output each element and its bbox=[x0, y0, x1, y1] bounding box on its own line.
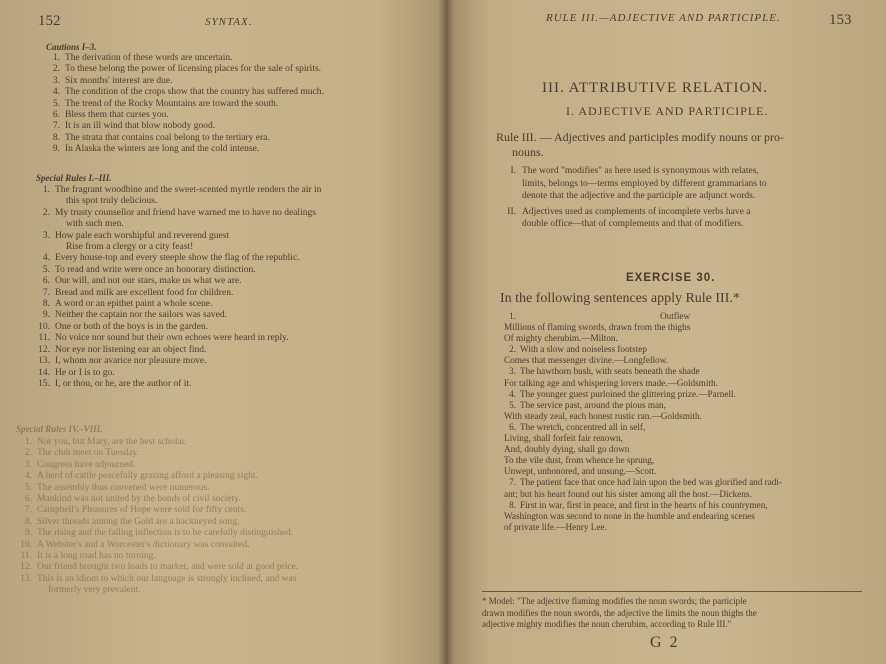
sentence-text: To the vile dust, from whence he sprung, bbox=[504, 455, 655, 466]
list-item bbox=[34, 185, 321, 196]
footnote-line: adjective mighty modifies the noun cherubim, according to Rule III." bbox=[482, 619, 732, 629]
sentence-text: Washington was second to none in the humble and endearing scenes bbox=[504, 510, 755, 521]
item-number: 1. bbox=[24, 437, 32, 447]
sentence-text: First in war, first in peace, and first in the hearts of his countrymen, bbox=[520, 499, 768, 510]
item-number: 2. bbox=[42, 207, 50, 218]
item-text: How pale each worshipful and reverend guest bbox=[55, 230, 230, 241]
list-item bbox=[34, 379, 321, 390]
item-text: Every house-top and every steeple show the flag of the republic. bbox=[55, 253, 300, 264]
sentence-text: Living, shall forfeit fair renown, bbox=[504, 433, 623, 444]
rule-statement-cont: nouns. bbox=[512, 145, 544, 159]
sentence-text: of private life.—Henry Lee. bbox=[504, 521, 607, 532]
special-rules-2-heading: Special Rules IV.–VIII. bbox=[16, 424, 103, 434]
item-number: 8. bbox=[52, 132, 60, 143]
item-text: The strata that contains coal belong to the tertiary era. bbox=[65, 132, 270, 143]
list-item bbox=[34, 253, 321, 264]
item-number: 9. bbox=[42, 310, 50, 321]
item-text: My trusty counsellor and friend have warned me to have no dealings bbox=[55, 207, 316, 218]
list-item bbox=[16, 437, 298, 448]
sentence-line bbox=[504, 522, 782, 533]
sentence-number: 6. bbox=[509, 421, 516, 432]
item-text: To these belong the power of licensing places for the sale of spirits. bbox=[65, 64, 322, 75]
item-number: 9. bbox=[52, 144, 60, 155]
sentence-line bbox=[504, 311, 782, 322]
list-item bbox=[34, 299, 321, 310]
item-number: 4. bbox=[42, 253, 50, 264]
list-item bbox=[44, 99, 324, 110]
list-item bbox=[16, 448, 298, 459]
sentence-text: And, doubly dying, shall go down bbox=[504, 444, 630, 455]
item-number: 7. bbox=[24, 505, 32, 516]
list-item bbox=[34, 310, 321, 321]
footnote-line: * Model: "The adjective flaming modifies the noun swords; the participle bbox=[482, 596, 747, 606]
sentence-line bbox=[504, 333, 782, 344]
item-text: I, whom nor avarice nor pleasure move. bbox=[55, 356, 207, 367]
sentence-line bbox=[504, 411, 782, 422]
item-number: 9. bbox=[24, 528, 32, 539]
list-item bbox=[16, 540, 298, 551]
item-text: The trend of the Rocky Mountains are toward the south. bbox=[65, 98, 279, 109]
sentence-text: The younger guest purloined the glittering prize.—Parnell. bbox=[520, 388, 736, 399]
special-rules-1-heading: Special Rules I.–III. bbox=[36, 173, 112, 183]
list-item bbox=[16, 505, 298, 516]
page-number: 153 bbox=[829, 12, 852, 28]
rule-statement: Rule III. — Adjectives and participles modify nouns or pro- bbox=[496, 130, 784, 144]
item-number: 11. bbox=[20, 551, 32, 562]
sentences-list bbox=[504, 311, 782, 533]
item-text: Congress have adjourned. bbox=[37, 459, 136, 470]
sentence-text: Outflew bbox=[660, 311, 691, 321]
sentence-number: 1. bbox=[509, 311, 516, 321]
sentence-line bbox=[504, 477, 782, 488]
sentence-text: ant; but his heart found out his sister among all the host.—Dickens. bbox=[504, 488, 752, 499]
item-text: It is an ill wind that blow nobody good. bbox=[65, 121, 216, 132]
note-text: The word "modifies" as here used is synonymous with relates, bbox=[522, 166, 759, 176]
item-text: I, or thou, or he, are the author of it. bbox=[55, 378, 192, 389]
sentence-text: With a slow and noiseless footstep bbox=[520, 344, 647, 355]
sentence-text: The service past, around the pious man, bbox=[520, 399, 666, 410]
special-rules-1-list bbox=[34, 185, 321, 390]
item-number: 10. bbox=[20, 539, 32, 550]
item-number: 13. bbox=[20, 573, 32, 584]
item-text: Bless them that curses you. bbox=[65, 110, 169, 121]
item-number: 14. bbox=[38, 367, 50, 378]
sentence-text: The wretch, concentred all in self, bbox=[520, 421, 646, 432]
sentence-line bbox=[504, 366, 782, 377]
list-item bbox=[34, 265, 321, 276]
item-text: The fragrant woodbine and the sweet-scented myrtle renders the air in bbox=[55, 185, 322, 195]
sentence-text: The patient face that once had lain upon the bed was glorified and radi- bbox=[520, 477, 782, 488]
item-text: This is an idiom to which our language is strongly inclined, and was bbox=[37, 573, 297, 584]
note-text: denote that the adjective and the participle are adjunct words. bbox=[522, 191, 756, 202]
item-text: Silver threads among the Gold are a hackneyed song. bbox=[37, 516, 240, 527]
book-gutter bbox=[438, 0, 454, 664]
sentence-line bbox=[504, 444, 782, 455]
list-item bbox=[16, 471, 298, 482]
list-item bbox=[16, 574, 298, 585]
list-item bbox=[34, 288, 321, 299]
item-number: 8. bbox=[42, 299, 50, 310]
list-item bbox=[44, 121, 324, 132]
item-number: 1. bbox=[52, 53, 60, 63]
list-item bbox=[44, 133, 324, 144]
sentence-text: Of mighty cherubim.—Milton. bbox=[504, 333, 618, 344]
item-number: 3. bbox=[52, 75, 60, 86]
note-line bbox=[504, 206, 767, 219]
item-text: The condition of the crops show that the country has suffered much. bbox=[65, 87, 324, 98]
item-text: Six months' interest are due. bbox=[65, 75, 173, 86]
cautions-list bbox=[44, 53, 324, 156]
item-text: The rising and the falling inflection is to be carefully distinguished. bbox=[37, 528, 294, 539]
item-text: It is a long road has no turning. bbox=[37, 551, 156, 562]
item-number: 7. bbox=[42, 287, 50, 298]
sentence-line bbox=[504, 466, 782, 477]
item-text: A Webster's and a Worcester's dictionary was consulted. bbox=[37, 539, 250, 550]
note-number: I. bbox=[510, 166, 516, 176]
running-head: RULE III.—ADJECTIVE AND PARTICIPLE. bbox=[546, 12, 781, 24]
item-number: 11. bbox=[38, 333, 50, 344]
item-continuation: Rise from a clergy or a city feast! bbox=[66, 242, 194, 253]
note-line bbox=[504, 165, 767, 178]
running-head: SYNTAX. bbox=[205, 16, 253, 28]
item-text: The assembly thus convened were numerous. bbox=[37, 482, 210, 493]
sentence-line bbox=[504, 355, 782, 366]
footnote bbox=[482, 596, 757, 631]
item-continuation: with such men. bbox=[66, 219, 124, 230]
item-number: 10. bbox=[38, 321, 50, 332]
item-number: 8. bbox=[24, 516, 32, 527]
sentence-text: Comes that messenger divine.—Longfellow. bbox=[504, 355, 668, 366]
item-number: 4. bbox=[52, 87, 60, 98]
notes-list bbox=[504, 165, 767, 231]
sentence-line bbox=[504, 322, 782, 333]
list-item bbox=[44, 53, 324, 64]
item-text: He or I is to go. bbox=[55, 367, 115, 378]
item-number: 12. bbox=[38, 344, 50, 355]
sentence-number: 8. bbox=[509, 499, 516, 510]
item-number: 1. bbox=[42, 185, 50, 195]
item-number: 12. bbox=[20, 562, 32, 573]
item-number: 6. bbox=[42, 276, 50, 287]
sentence-text: For talking age and whispering lovers made.—Goldsmith. bbox=[504, 377, 718, 388]
item-number: 15. bbox=[38, 378, 50, 389]
sentence-line bbox=[504, 489, 782, 500]
sentence-number: 2. bbox=[509, 344, 516, 355]
page-number: 152 bbox=[38, 13, 61, 29]
item-text: Our friend brought two loads to market, and were sold at good price. bbox=[37, 562, 299, 573]
sentence-line bbox=[504, 422, 782, 433]
item-number: 3. bbox=[24, 459, 32, 470]
sentence-number: 3. bbox=[509, 366, 516, 377]
list-item bbox=[34, 322, 321, 333]
item-number: 5. bbox=[42, 264, 50, 275]
list-item bbox=[34, 356, 321, 367]
list-item bbox=[34, 208, 321, 219]
item-number: 3. bbox=[42, 230, 50, 241]
note-text: Adjectives used as complements of incomplete verbs have a bbox=[522, 206, 751, 217]
list-item bbox=[16, 517, 298, 528]
sentence-line bbox=[504, 500, 782, 511]
footnote-divider bbox=[482, 591, 862, 592]
sentence-number: 7. bbox=[509, 477, 516, 488]
list-item bbox=[16, 494, 298, 505]
sentence-line bbox=[504, 455, 782, 466]
sentence-line bbox=[504, 344, 782, 355]
item-text: Bread and milk are excellent food for children. bbox=[55, 287, 234, 298]
note-number: II. bbox=[507, 206, 516, 217]
sentence-text: Unwept, unhonored, and unsung.—Scott. bbox=[504, 466, 657, 477]
sentence-text: With steady zeal, each honest rustic ran.—Goldsmith. bbox=[504, 410, 702, 421]
note-text: limits, belongs to—terms employed by different grammarians to bbox=[522, 178, 767, 189]
list-item bbox=[44, 64, 324, 75]
special-rules-2-list bbox=[16, 437, 298, 597]
item-number: 7. bbox=[52, 121, 60, 132]
list-item bbox=[34, 368, 321, 379]
item-text: A word or an epithet paint a whole scene. bbox=[55, 299, 213, 310]
note-text: double office—that of complements and that of modifiers. bbox=[522, 219, 744, 230]
item-number: 5. bbox=[52, 98, 60, 109]
item-continuation: formerly very prevalent. bbox=[48, 585, 141, 596]
sentence-line bbox=[504, 400, 782, 411]
list-item bbox=[34, 333, 321, 344]
note-line bbox=[504, 218, 767, 231]
item-text: In Alaska the winters are long and the cold intense. bbox=[65, 144, 260, 155]
item-text: To read and write were once an honorary distinction. bbox=[55, 264, 256, 275]
item-text: Nor eye nor listening ear an object find. bbox=[55, 344, 207, 355]
item-number: 6. bbox=[52, 110, 60, 121]
list-item bbox=[44, 144, 324, 155]
sentence-line bbox=[504, 378, 782, 389]
list-item bbox=[44, 87, 324, 98]
item-text: The derivation of these words are uncertain. bbox=[65, 53, 233, 63]
item-text: One or both of the boys is in the garden. bbox=[55, 321, 209, 332]
sentence-line bbox=[504, 433, 782, 444]
sentence-text: Millions of flaming swords, drawn from the thighs bbox=[504, 322, 691, 333]
item-text: Our will, and not our stars, make us what we are. bbox=[55, 276, 242, 287]
list-item bbox=[34, 345, 321, 356]
subsection-title: I. ADJECTIVE AND PARTICIPLE. bbox=[566, 104, 769, 118]
item-continuation: this spot truly delicious. bbox=[66, 196, 158, 207]
exercise-title: EXERCISE 30. bbox=[626, 272, 716, 284]
list-item bbox=[16, 551, 298, 562]
sentence-number: 5. bbox=[509, 399, 516, 410]
footnote-line: drawn modifies the noun swords, the adjective the limits the noun thighs the bbox=[482, 607, 757, 618]
item-number: 2. bbox=[52, 64, 60, 75]
exercise-lead: In the following sentences apply Rule III.* bbox=[500, 291, 740, 306]
item-text: The club meet on Tuesday. bbox=[37, 448, 140, 459]
item-number: 5. bbox=[24, 482, 32, 493]
item-number: 4. bbox=[24, 471, 32, 482]
item-text: No voice nor sound but their own echoes were heard in reply. bbox=[55, 333, 289, 344]
list-item bbox=[34, 231, 321, 242]
list-item bbox=[16, 528, 298, 539]
list-item bbox=[16, 460, 298, 471]
item-text: A herd of cattle peacefully grazing afford a pleasing sight. bbox=[37, 471, 258, 482]
list-item bbox=[16, 562, 298, 573]
cautions-heading: Cautions I–3. bbox=[46, 42, 97, 52]
sentence-text: The hawthorn bush, with seats beneath the shade bbox=[520, 366, 700, 377]
item-number: 2. bbox=[24, 448, 32, 459]
sentence-line bbox=[504, 389, 782, 400]
list-item bbox=[34, 276, 321, 287]
section-title: III. ATTRIBUTIVE RELATION. bbox=[542, 80, 768, 96]
note-line bbox=[504, 190, 767, 203]
item-text: Neither the captain nor the sailors was saved. bbox=[55, 310, 227, 321]
item-text: Campbell's Pleasures of Hope were sold for fifty cents. bbox=[37, 505, 247, 516]
item-number: 13. bbox=[38, 356, 50, 367]
sentence-number: 4. bbox=[509, 388, 516, 399]
list-item bbox=[16, 483, 298, 494]
item-text: Mankind was not united by the bonds of civil society. bbox=[37, 494, 241, 505]
list-item bbox=[44, 110, 324, 121]
right-page bbox=[446, 0, 886, 664]
item-text: Not you, but Mary, are the best scholar. bbox=[37, 437, 187, 447]
signature-mark: G 2 bbox=[650, 634, 680, 651]
list-item bbox=[44, 76, 324, 87]
sentence-line bbox=[504, 511, 782, 522]
item-number: 6. bbox=[24, 494, 32, 505]
note-line bbox=[504, 178, 767, 191]
